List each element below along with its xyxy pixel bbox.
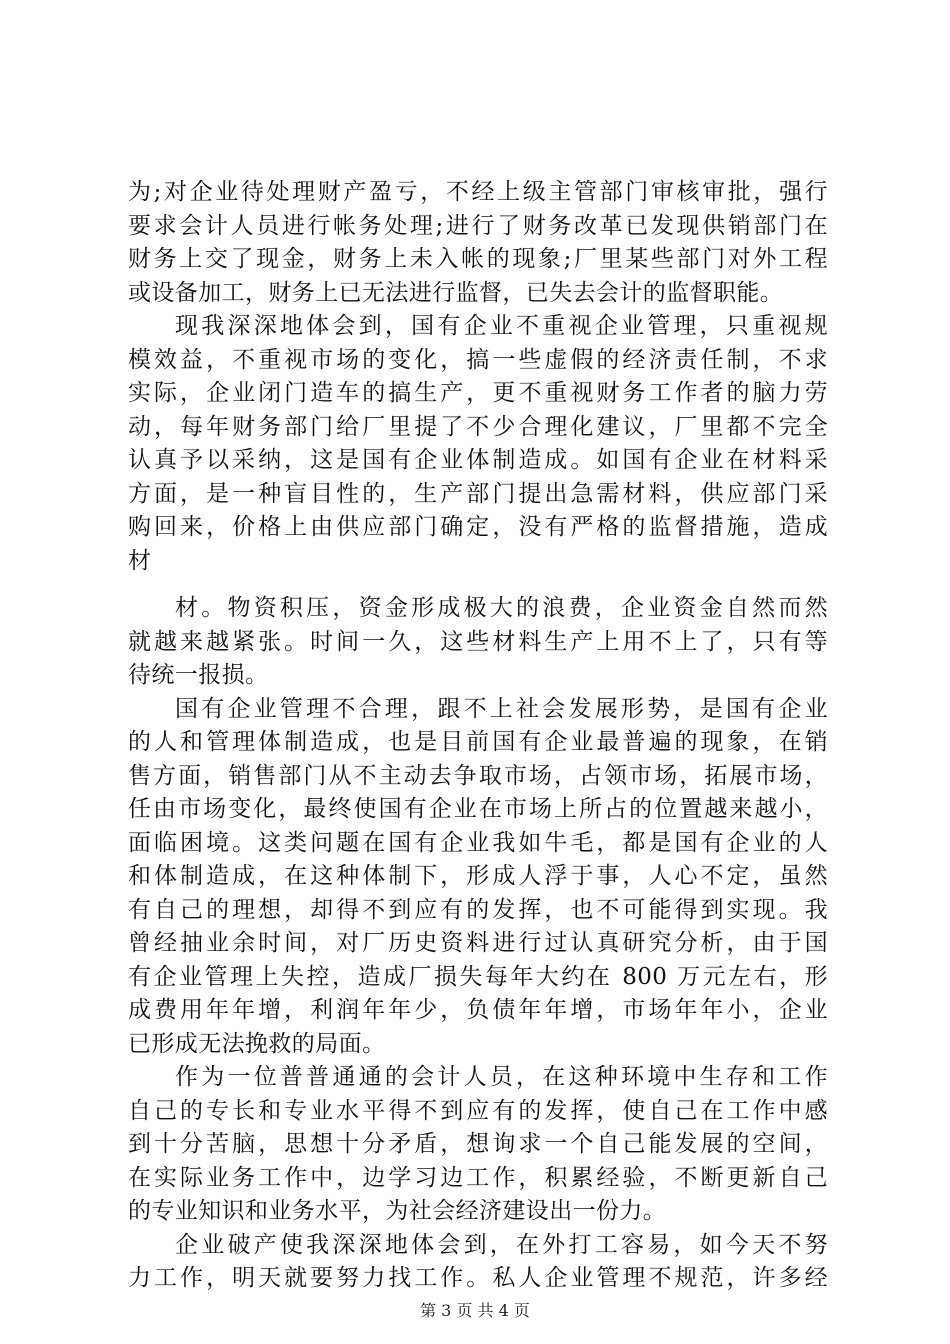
page-break-gap xyxy=(128,578,828,592)
text-line: 国有企业管理不合理，跟不上社会发展形势，是国有企业 xyxy=(175,695,828,722)
text-line: 要求会计人员进行帐务处理;进行了财务改革已发现供销部门在 xyxy=(128,212,828,239)
text-line: 已形成无法挽救的局面。 xyxy=(128,1030,386,1057)
text-line: 任由市场变化，最终使国有企业在市场上所占的位置越来越小， xyxy=(128,796,828,822)
text-line: 在实际业务工作中，边学习边工作，积累经验，不断更新自己 xyxy=(128,1164,828,1191)
text-line: 到十分苦脑，思想十分矛盾，想询求一个自己能发展的空间， xyxy=(128,1131,828,1157)
text-line: 材。物资积压，资金形成极大的浪费，企业资金自然而然 xyxy=(175,595,828,621)
text-line: 模效益，不重视市场的变化，搞一些虚假的经济责任制，不求 xyxy=(128,346,828,373)
text-line: 售方面，销售部门从不主动去争取市场，占领市场，拓展市场， xyxy=(128,762,828,789)
text-line: 有企业管理上失控，造成厂损失每年大约在 800 万元左右，形 xyxy=(128,963,828,990)
text-line: 的专业知识和业务水平，为社会经济建设出一份力。 xyxy=(128,1198,667,1224)
text-line: 方面，是一种盲目性的，生产部门提出急需材料，供应部门采 xyxy=(128,480,828,507)
text-line: 力工作，明天就要努力找工作。私人企业管理不规范，许多经 xyxy=(128,1265,828,1291)
text-line: 购回来，价格上由供应部门确定，没有严格的监督措施，造成 xyxy=(128,514,828,540)
text-line: 实际，企业闭门造车的搞生产，更不重视财务工作者的脑力劳 xyxy=(128,380,828,406)
text-line: 成费用年年增，利润年年少，负债年年增，市场年年小，企业 xyxy=(128,997,828,1023)
page-footer: 第 3 页 共 4 页 xyxy=(420,1301,530,1320)
text-line: 动，每年财务部门给厂里提了不少合理化建议，厂里都不完全 xyxy=(128,413,828,440)
text-line: 待统一报损。 xyxy=(128,662,269,688)
text-line: 认真予以采纳，这是国有企业体制造成。如国有企业在材料采 xyxy=(128,447,828,473)
text-line: 就越来越紧张。时间一久，这些材料生产上用不上了，只有等 xyxy=(128,628,828,655)
text-line: 企业破产使我深深地体会到，在外打工容易，如今天不努 xyxy=(175,1231,828,1258)
text-line: 自己的专长和专业水平得不到应有的发挥，使自己在工作中感 xyxy=(128,1097,828,1124)
text-line: 作为一位普普通通的会计人员，在这种环境中生存和工作 xyxy=(175,1064,828,1090)
text-line: 的人和管理体制造成，也是目前国有企业最普遍的现象，在销 xyxy=(128,729,828,755)
text-line: 财务上交了现金，财务上未入帐的现象;厂里某些部门对外工程 xyxy=(128,246,828,272)
text-line: 为;对企业待处理财产盈亏，不经上级主管部门审核审批，强行 xyxy=(128,179,828,205)
text-line: 材 xyxy=(128,547,152,574)
text-line: 有自己的理想，却得不到应有的发挥，也不可能得到实现。我 xyxy=(128,896,828,923)
text-line: 现我深深地体会到，国有企业不重视企业管理，只重视规 xyxy=(175,313,828,339)
text-line: 面临困境。这类问题在国有企业我如牛毛，都是国有企业的人 xyxy=(128,829,828,856)
document-body xyxy=(128,176,828,1296)
text-line: 或设备加工，财务上已无法进行监督，已失去会计的监督职能。 xyxy=(128,279,784,306)
text-line: 和体制造成，在这种体制下，形成人浮于事，人心不定，虽然 xyxy=(128,863,828,889)
text-line: 曾经抽业余时间，对厂历史资料进行过认真研究分析，由于国 xyxy=(128,930,828,956)
